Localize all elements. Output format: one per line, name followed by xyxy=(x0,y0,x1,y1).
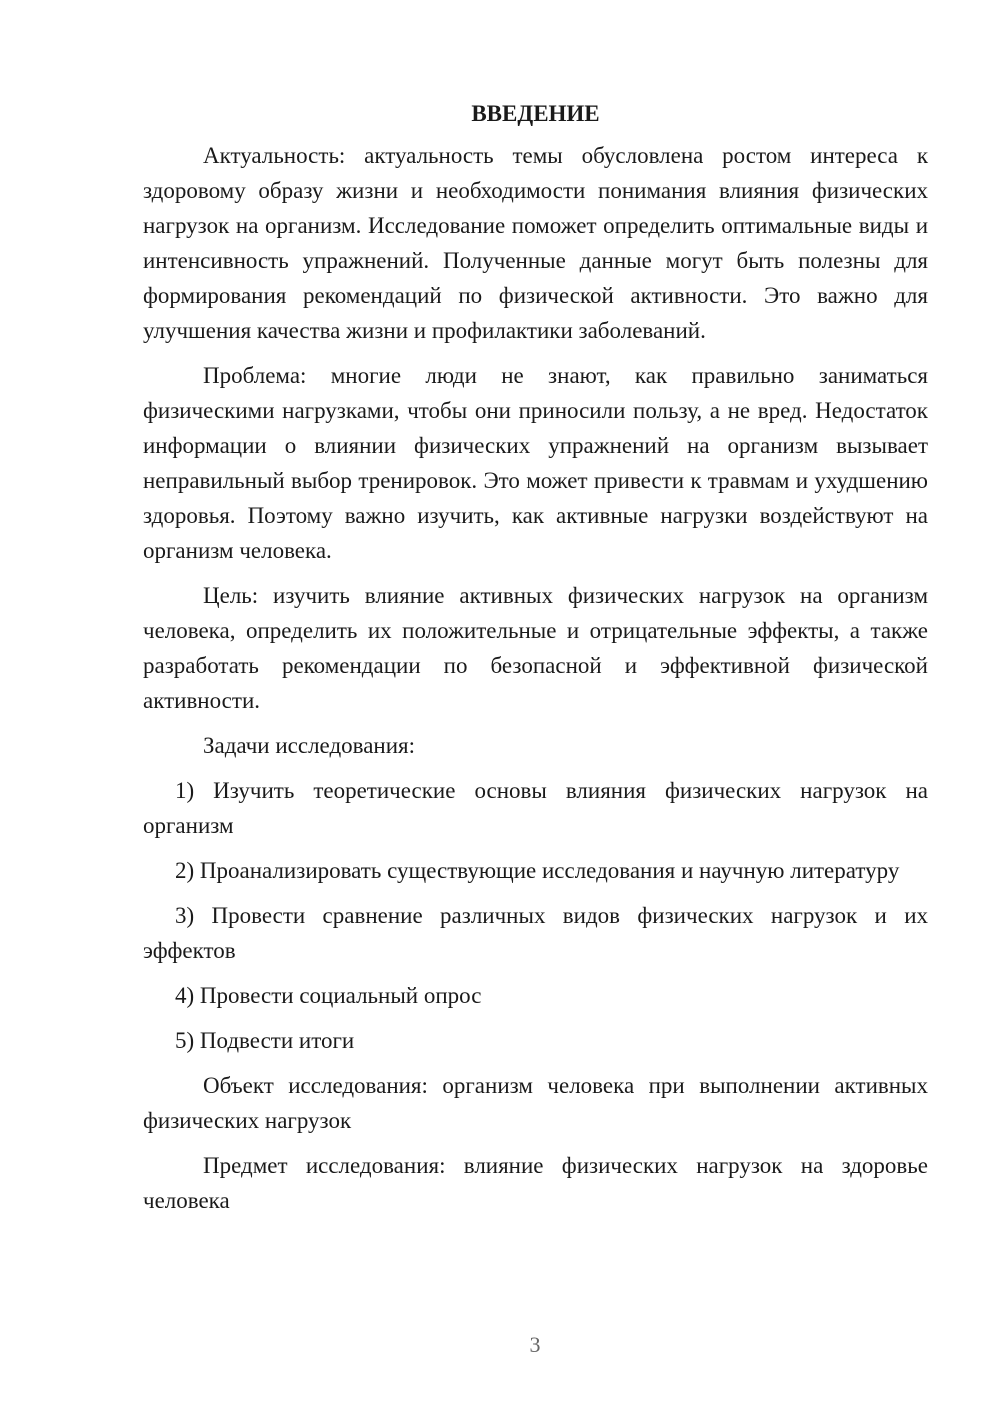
task-item: 4) Провести социальный опрос xyxy=(175,983,482,1008)
task-item: 2) Проанализировать существующие исследования и научную литературу xyxy=(175,858,900,883)
task-item: 3) Провести сравнение различных видов физических нагрузок и их эффектов xyxy=(143,903,928,963)
object-paragraph: Объект исследования: организм человека при выполнении активных физических нагрузок xyxy=(143,1073,928,1133)
task-item: 5) Подвести итоги xyxy=(175,1028,355,1053)
relevance-paragraph: Актуальность: актуальность темы обусловлена ростом интереса к здоровому образу жизни и необходимости понимания влияния физических нагрузок на организм. Исследование поможет определить оптимальные виды и интенсивность упражнений. Полученные данные могут быть полезны для формирования рекомендаций по физической активности. Это важно для улучшения качества жизни и профилактики заболеваний. xyxy=(143,143,928,343)
subject-paragraph: Предмет исследования: влияние физических нагрузок на здоровье человека xyxy=(143,1153,928,1213)
problem-paragraph: Проблема: многие люди не знают, как правильно заниматься физическими нагрузками, чтобы они приносили пользу, а не вред. Недостаток информации о влиянии физических упражнений на организм вызывает неправильный выбор тренировок. Это может привести к травмам и ухудшению здоровья. Поэтому важно изучить, как активные нагрузки воздействуют на организм человека. xyxy=(143,363,928,563)
goal-paragraph: Цель: изучить влияние активных физических нагрузок на организм человека, определить их положительные и отрицательные эффекты, а также разработать рекомендации по безопасной и эффективной физической активности. xyxy=(143,583,928,713)
tasks-heading: Задачи исследования: xyxy=(203,733,416,758)
task-item: 1) Изучить теоретические основы влияния физических нагрузок на организм xyxy=(143,778,928,838)
section-title: ВВЕДЕНИЕ xyxy=(471,101,600,126)
page-content xyxy=(143,96,928,1228)
page-number: 3 xyxy=(529,1332,541,1357)
